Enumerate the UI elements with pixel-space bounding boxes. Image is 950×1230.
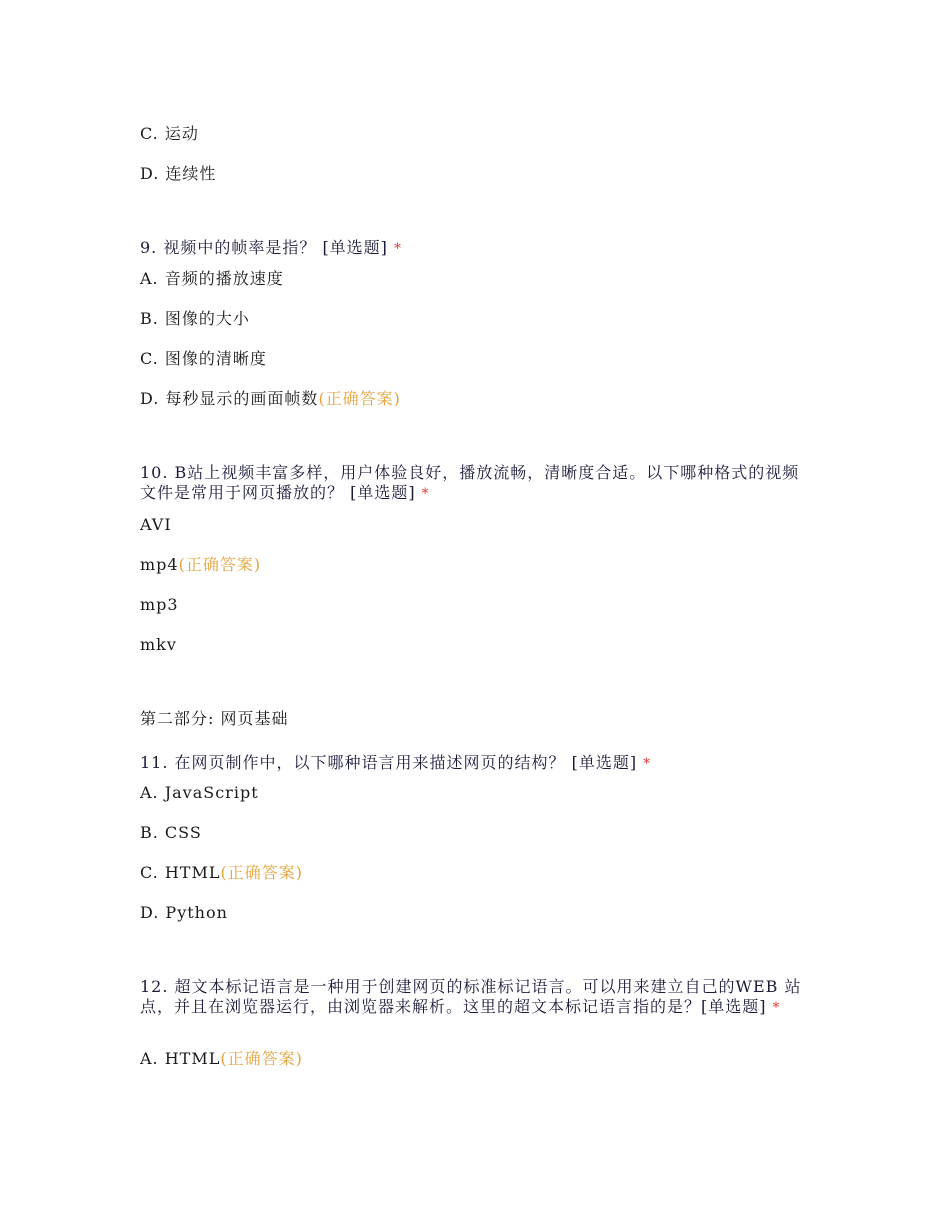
q11-option-a[interactable] <box>140 783 259 803</box>
q9-title <box>140 238 810 259</box>
question-text: 11. 在网页制作中，以下哪种语言用来描述网页的结构？ [单选题] <box>140 753 638 772</box>
q9-option-b[interactable] <box>140 309 250 329</box>
required-asterisk: * <box>643 756 652 772</box>
section-title <box>140 709 288 729</box>
option-text: C. HTML <box>140 863 221 882</box>
correct-answer-tag: (正确答案) <box>220 1049 303 1068</box>
q11-option-d[interactable] <box>140 903 228 923</box>
required-asterisk: * <box>421 486 430 502</box>
section-title-text: 第二部分: 网页基础 <box>140 709 289 728</box>
option-text: D. Python <box>140 903 228 922</box>
q8-option-c[interactable] <box>140 124 199 144</box>
option-text: A. JavaScript <box>140 783 259 802</box>
q10-option-mp4[interactable] <box>140 555 261 575</box>
q10-option-avi[interactable] <box>140 515 172 535</box>
option-text: mkv <box>140 635 177 654</box>
q9-option-c[interactable] <box>140 349 267 369</box>
q9-option-d[interactable] <box>140 389 401 409</box>
question-text: 12. 超文本标记语言是一种用于创建网页的标准标记语言。可以用来建立自己的WEB 站点，并且在浏览器运行，由浏览器来解析。这里的超文本标记语言指的是？[单选题] <box>140 977 802 1016</box>
correct-answer-tag: (正确答案) <box>178 555 262 574</box>
option-text: D. 连续性 <box>140 164 217 183</box>
q10-option-mkv[interactable] <box>140 635 177 655</box>
q11-option-c[interactable] <box>140 863 303 883</box>
option-text: AVI <box>140 515 172 534</box>
q10-title <box>140 463 810 504</box>
question-text: 10. B站上视频丰富多样，用户体验良好，播放流畅，清晰度合适。以下哪种格式的视频文件是常用于网页播放的？ [单选题] <box>140 463 800 502</box>
correct-answer-tag: (正确答案) <box>318 389 401 408</box>
q8-option-d[interactable] <box>140 164 216 184</box>
option-text: C. 运动 <box>140 124 199 143</box>
q9-option-a[interactable] <box>140 269 284 289</box>
q11-option-b[interactable] <box>140 823 202 843</box>
required-asterisk: * <box>772 1000 781 1016</box>
question-text: 9. 视频中的帧率是指？ [单选题] <box>140 238 388 257</box>
option-text: A. 音频的播放速度 <box>140 269 284 288</box>
required-asterisk: * <box>393 241 402 257</box>
option-text: mp4 <box>140 555 179 574</box>
option-text: B. 图像的大小 <box>140 309 250 328</box>
option-text: C. 图像的清晰度 <box>140 349 267 368</box>
q12-title <box>140 977 810 1018</box>
correct-answer-tag: (正确答案) <box>220 863 303 882</box>
q10-option-mp3[interactable] <box>140 595 179 615</box>
q12-option-a[interactable] <box>140 1049 303 1069</box>
option-text: mp3 <box>140 595 179 614</box>
option-text: A. HTML <box>140 1049 221 1068</box>
option-text: D. 每秒显示的画面帧数 <box>140 389 319 408</box>
option-text: B. CSS <box>140 823 202 842</box>
q11-title <box>140 753 810 774</box>
